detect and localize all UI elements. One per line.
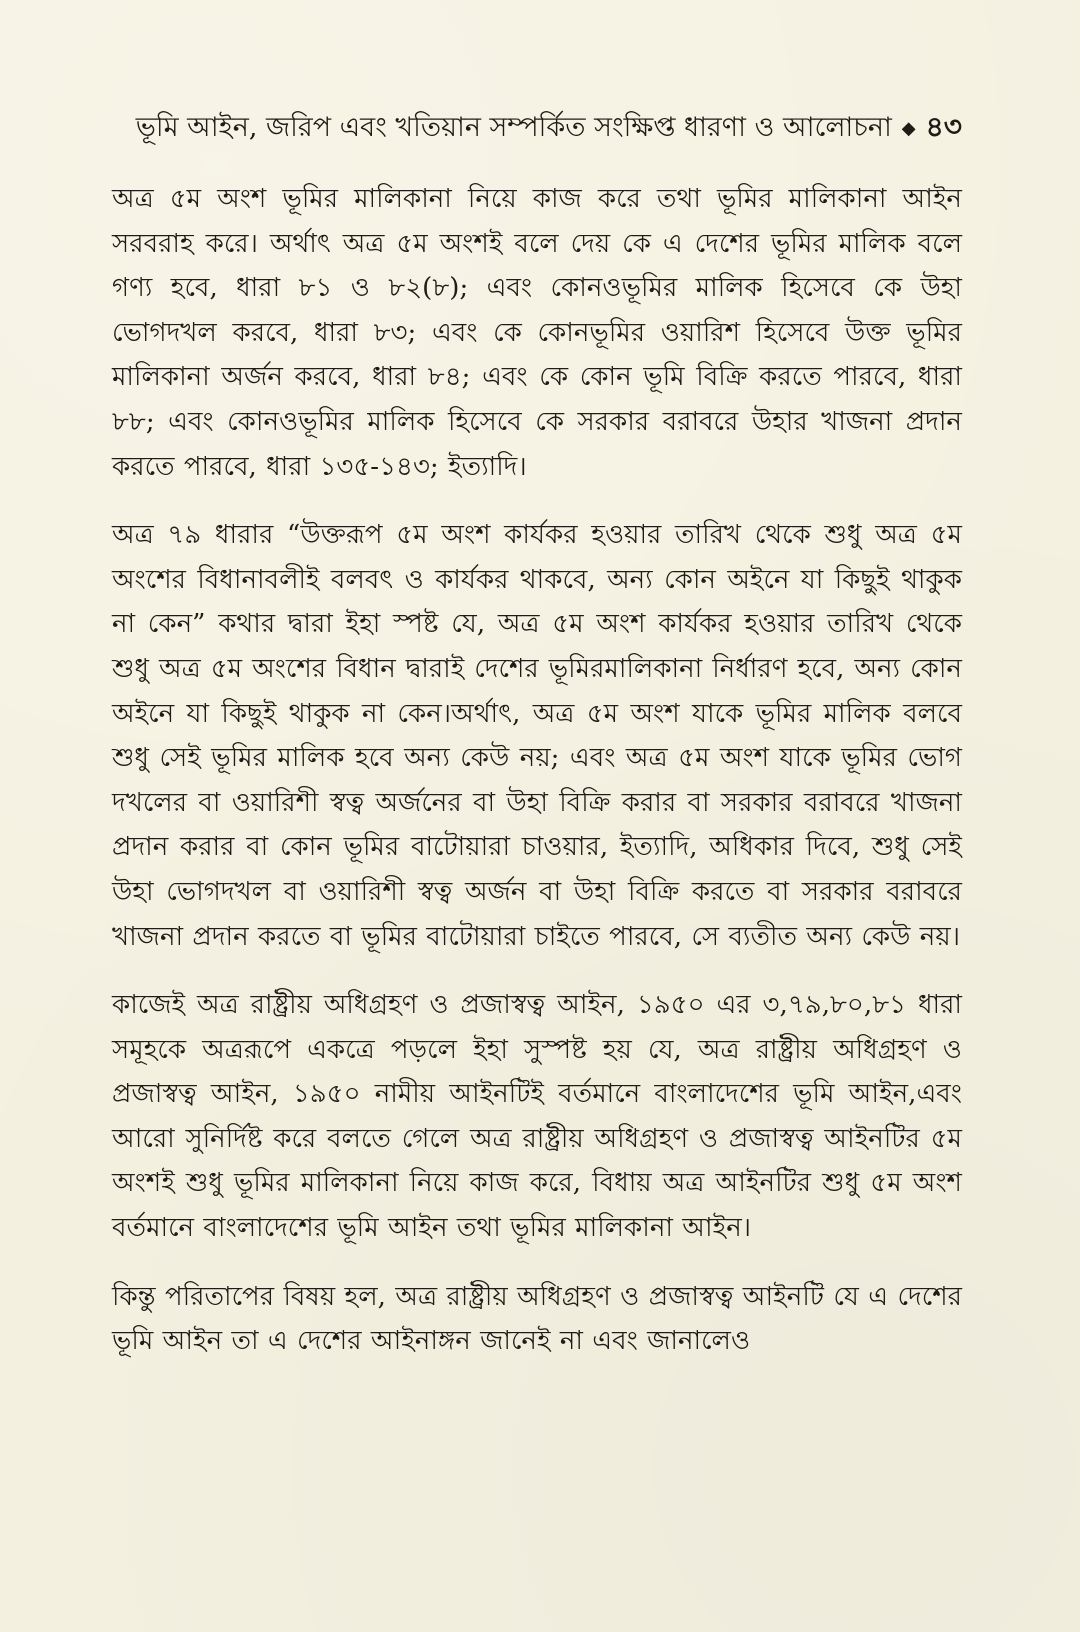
paragraph-4: কিন্তু পরিতাপের বিষয় হল, অত্র রাষ্ট্রীয় অধিগ্রহণ ও প্রজাস্বত্ব আইনটি যে এ দেশের ভূমি আইন তা এ দেশের আইনাঙ্গন জানেই না এবং জানালেও [112,1281,962,1357]
paragraph-2: অত্র ৭৯ ধারার “উক্তরূপ ৫ম অংশ কার্যকর হওয়ার তারিখ থেকে শুধু অত্র ৫ম অংশের বিধানাবলীই বলবৎ ও কার্যকর থাকবে, অন্য কোন অইনে যা কিছুই থাকুক না কেন” কথার দ্বারা ইহা স্পষ্ট যে, অত্র ৫ম অংশ কার্যকর হওয়ার তারিখ থেকে শুধু অত্র ৫ম অংশের বিধান দ্বারাই দেশের ভূমিরমালিকানা নির্ধারণ হবে, অন্য কোন অইনে যা কিছুই থাকুক না কেন।অর্থাৎ, অত্র ৫ম অংশ যাকে ভূমির মালিক বলবে শুধু সেই ভূমির মালিক হবে অন্য কেউ নয়; এবং অত্র ৫ম অংশ যাকে ভূমির ভোগ দখলের বা ওয়ারিশী স্বত্ব অর্জনের বা উহা বিক্রি করার বা সরকার বরাবরে খাজনা প্রদান করার বা কোন ভূমির বাটোয়ারা চাওয়ার, ইত্যাদি, অধিকার দিবে, শুধু সেই উহা ভোগদখল বা ওয়ারিশী স্বত্ব অর্জন বা উহা বিক্রি করতে বা সরকার বরাবরে খাজনা প্রদান করতে বা ভূমির বাটোয়ারা চাইতে পারবে, সে ব্যতীত অন্য কেউ নয়। [112,520,962,952]
running-header [135,108,962,147]
diamond-separator-icon: ◆ [901,118,916,139]
page-body [112,177,962,1364]
paragraph-1: অত্র ৫ম অংশ ভূমির মালিকানা নিয়ে কাজ করে তথা ভূমির মালিকানা আইন সরবরাহ করে। অর্থাৎ অত্র ৫ম অংশই বলে দেয় কে এ দেশের ভূমির মালিক বলে গণ্য হবে, ধারা ৮১ ও ৮২(৮); এবং কোনওভূমির মালিক হিসেবে কে উহা ভোগদখল করবে, ধারা ৮৩; এবং কে কোনভূমির ওয়ারিশ হিসেবে উক্ত ভূমির মালিকানা অর্জন করবে, ধারা ৮৪; এবং কে কোন ভূমি বিক্রি করতে পারবে, ধারা ৮৮; এবং কোনওভূমির মালিক হিসেবে কে সরকার বরাবরে উহার খাজনা প্রদান করতে পারবে, ধারা ১৩৫-১৪৩; ইত্যাদি। [112,184,962,482]
page-number: ৪৩ [925,110,962,143]
paragraph-3: কাজেই অত্র রাষ্ট্রীয় অধিগ্রহণ ও প্রজাস্বত্ব আইন, ১৯৫০ এর ৩,৭৯,৮০,৮১ ধারা সমূহকে অত্ররূপে একত্রে পড়লে ইহা সুস্পষ্ট হয় যে, অত্র রাষ্ট্রীয় অধিগ্রহণ ও প্রজাস্বত্ব আইন, ১৯৫০ নামীয় আইনটিই বর্তমানে বাংলাদেশের ভূমি আইন,এবং আরো সুনির্দিষ্ট করে বলতে গেলে অত্র রাষ্ট্রীয় অধিগ্রহণ ও প্রজাস্বত্ব আইনটির ৫ম অংশই শুধু ভূমির মালিকানা নিয়ে কাজ করে, বিধায় অত্র আইনটির শুধু ৫ম অংশ বর্তমানে বাংলাদেশের ভূমি আইন তথা ভূমির মালিকানা আইন। [112,990,962,1244]
running-header-title: ভূমি আইন, জরিপ এবং খতিয়ান সম্পর্কিত সংক্ষিপ্ত ধারণা ও আলোচনা [135,112,892,143]
